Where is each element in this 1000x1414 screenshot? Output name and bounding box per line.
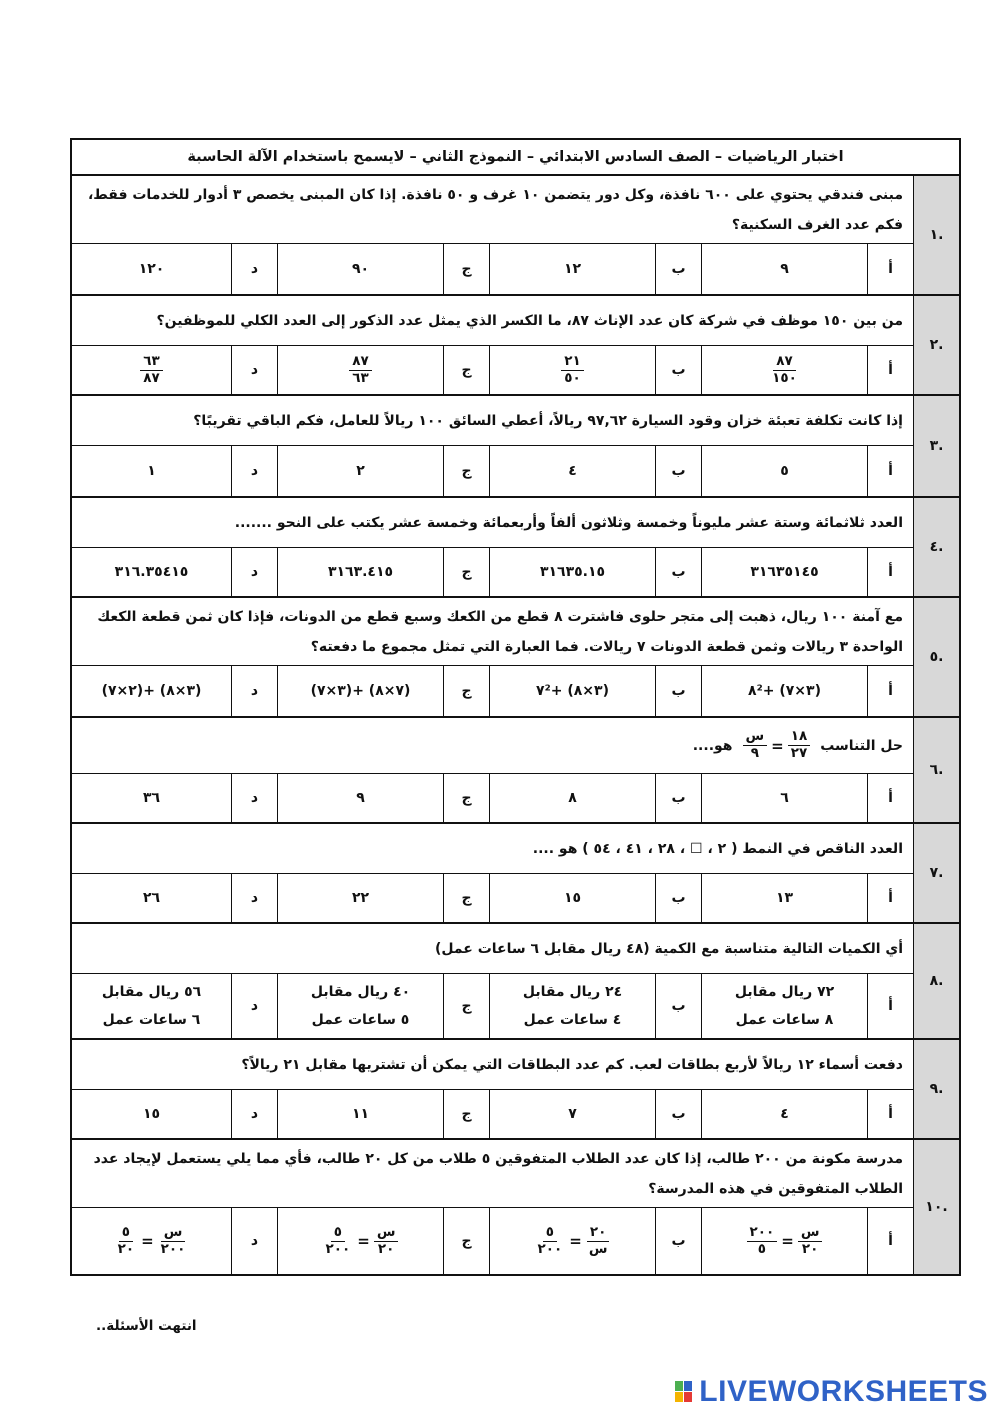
option-c[interactable]: ٢: [277, 446, 443, 496]
question-line: العدد الناقص في النمط ( ٢ ، ☐ ، ٢٨ ، ٤١ ، ٥٤ ) هو ....: [532, 840, 903, 857]
option-a[interactable]: ٤: [701, 1090, 867, 1138]
option-a[interactable]: ٥: [701, 446, 867, 496]
question-text: [72, 718, 913, 774]
proportion-equation: $\frac{\text{س}}{٩}$ = $\frac{١٨}{٢٧}$: [743, 729, 811, 761]
option-letter-d: د: [231, 774, 277, 822]
question-text: [72, 1040, 913, 1090]
option-letter-b: ب: [655, 244, 701, 294]
option-d[interactable]: ١٥: [142, 1106, 161, 1122]
option-letter-d: د: [231, 1208, 277, 1274]
question-number: .٨: [913, 924, 959, 1038]
option-d[interactable]: ٣١٦.٣٥٤١٥: [114, 564, 189, 580]
question-line: فكم عدد الغرف السكنية؟: [731, 216, 903, 233]
option-a[interactable]: ١٣: [701, 874, 867, 922]
option-letter-a: أ: [867, 548, 913, 596]
option-a[interactable]: $\frac{٢٠٠}{٥}$ = $\frac{\text{س}}{٢٠}$: [701, 1208, 867, 1274]
option-letter-a: أ: [867, 244, 913, 294]
option-a[interactable]: (٣×٧) +٨²: [701, 666, 867, 716]
question-1: [72, 176, 959, 296]
option-letter-c: ج: [443, 1208, 489, 1274]
question-line: الطلاب المتفوقين في هذه المدرسة؟: [648, 1180, 903, 1197]
option-b[interactable]: ٨: [489, 774, 655, 822]
question-line: مدرسة مكونة من ٢٠٠ طالب، إذا كان عدد الطلاب المتفوقين ٥ طلاب من كل ٢٠ طالب، فأي مما يلي يستعمل لإيجاد عدد: [93, 1150, 903, 1167]
option-letter-a: أ: [867, 774, 913, 822]
option-letter-a: أ: [867, 1208, 913, 1274]
option-c[interactable]: ١١: [277, 1090, 443, 1138]
question-line: أي الكميات التالية متناسبة مع الكمية (٤٨ ريال مقابل ٦ ساعات عمل): [435, 940, 903, 957]
question-5: [72, 598, 959, 718]
question-line: حل التناسب: [820, 737, 903, 754]
option-letter-c: ج: [443, 244, 489, 294]
option-b[interactable]: [489, 346, 655, 394]
question-line: العدد ثلاثمائة وستة عشر مليوناً وخمسة وثلاثون ألفاً وأربعمائة وخمسة عشر يكتب على النحو .......: [234, 514, 903, 531]
option-d[interactable]: ٣٦: [142, 790, 161, 806]
option-b[interactable]: $\frac{٥}{٢٠٠}$ = $\frac{٢٠}{\text{س}}$: [489, 1208, 655, 1274]
question-10: [72, 1140, 959, 1274]
option-letter-a: أ: [867, 446, 913, 496]
exam-sheet: [70, 138, 961, 1276]
option-c[interactable]: (٧×٨) +(٣×٧): [277, 666, 443, 716]
fraction: $\frac{٦٣}{٨٧}$: [140, 354, 162, 386]
question-number: .١: [913, 176, 959, 294]
option-letter-b: ب: [655, 874, 701, 922]
option-letter-d: د: [231, 974, 277, 1038]
option-letter-c: ج: [443, 548, 489, 596]
question-text: [72, 296, 913, 346]
question-text: [72, 924, 913, 974]
question-line: دفعت أسماء ١٢ ريالاً لأربع بطاقات لعب. كم عدد البطاقات التي يمكن أن تشتريها مقابل ٢١ ريالاً؟: [241, 1056, 903, 1073]
option-letter-a: أ: [867, 874, 913, 922]
option-a[interactable]: ٦: [701, 774, 867, 822]
liveworksheets-logo[interactable]: [675, 1372, 988, 1412]
option-letter-b: ب: [655, 548, 701, 596]
option-c[interactable]: ٢٢: [277, 874, 443, 922]
option-d[interactable]: ٥٦ ريال مقابل ٦ ساعات عمل: [101, 984, 202, 1028]
question-line: الواحدة ٣ ريالات وثمن قطعة الدونات ٧ ريالات. فما العبارة التي تمثل مجموع ما دفعته؟: [310, 638, 903, 655]
question-text: [72, 1140, 913, 1208]
option-b[interactable]: ٧: [489, 1090, 655, 1138]
option-b[interactable]: ٢٤ ريال مقابل ٤ ساعات عمل: [489, 974, 655, 1038]
fraction: $\frac{٢١}{٥٠}$: [561, 354, 583, 386]
option-a[interactable]: ٣١٦٣٥١٤٥: [701, 548, 867, 596]
option-letter-b: ب: [655, 1090, 701, 1138]
option-letter-c: ج: [443, 346, 489, 394]
question-line: إذا كانت تكلفة تعبئة خزان وقود السيارة ٩٧,٦٢ ريالاً، أعطي السائق ١٠٠ ريالاً للعامل، فكم الباقي تقريبًا؟: [193, 412, 903, 429]
option-letter-b: ب: [655, 1208, 701, 1274]
option-letter-c: ج: [443, 874, 489, 922]
option-a[interactable]: ٩: [701, 244, 867, 294]
question-number: .٥: [913, 598, 959, 716]
fraction: $\frac{٨٧}{١٥٠}$: [772, 352, 797, 386]
option-letter-b: ب: [655, 346, 701, 394]
option-a[interactable]: [701, 346, 867, 394]
option-letter-a: أ: [867, 974, 913, 1038]
question-number: .٤: [913, 498, 959, 596]
option-c[interactable]: $\frac{٥}{٢٠٠}$ = $\frac{\text{س}}{٢٠}$: [277, 1208, 443, 1274]
option-letter-a: أ: [867, 1090, 913, 1138]
option-b[interactable]: ٤: [489, 446, 655, 496]
question-number: .٦: [913, 718, 959, 822]
option-letter-d: د: [231, 874, 277, 922]
question-9: [72, 1040, 959, 1140]
option-b[interactable]: ١٥: [489, 874, 655, 922]
question-4: [72, 498, 959, 598]
question-number: .٩: [913, 1040, 959, 1138]
question-line: مع آمنة ١٠٠ ريال، ذهبت إلى متجر حلوى فاشترت ٨ قطع من الكعك وسبع قطع من الدونات، فإذا كان ثمن قطعة الكعك: [97, 608, 903, 625]
option-c[interactable]: ٤٠ ريال مقابل ٥ ساعات عمل: [277, 974, 443, 1038]
option-c[interactable]: ٣١٦٣.٤١٥: [277, 548, 443, 596]
question-line: مبنى فندقي يحتوي على ٦٠٠ نافذة، وكل دور يتضمن ١٠ غرف و ٥٠ نافذة. إذا كان المبنى يخصص ٣ أدوار للخدمات فقط،: [87, 186, 903, 203]
option-letter-c: ج: [443, 666, 489, 716]
option-b[interactable]: ٣١٦٣٥.١٥: [489, 548, 655, 596]
question-2: [72, 296, 959, 396]
question-text: [72, 176, 913, 244]
option-c[interactable]: ٩٠: [277, 244, 443, 294]
option-b[interactable]: ١٢: [489, 244, 655, 294]
option-d[interactable]: ٢٦: [142, 890, 161, 906]
option-letter-b: ب: [655, 774, 701, 822]
option-letter-c: ج: [443, 774, 489, 822]
option-letter-d: د: [231, 1090, 277, 1138]
option-d[interactable]: [72, 346, 231, 394]
option-letter-b: ب: [655, 446, 701, 496]
question-text: [72, 498, 913, 548]
option-letter-a: أ: [867, 666, 913, 716]
option-letter-b: ب: [655, 666, 701, 716]
option-c[interactable]: ٩: [277, 774, 443, 822]
question-number: .١٠: [913, 1140, 959, 1274]
option-letter-d: د: [231, 346, 277, 394]
question-6: [72, 718, 959, 824]
option-letter-d: د: [231, 666, 277, 716]
fraction: $\frac{٨٧}{٦٣}$: [349, 354, 371, 386]
end-of-questions-note: انتهت الأسئلة..: [96, 1318, 197, 1334]
option-c[interactable]: [277, 346, 443, 394]
question-text: [72, 396, 913, 446]
liveworksheets-icon: [675, 1381, 693, 1403]
option-letter-c: ج: [443, 446, 489, 496]
option-letter-c: ج: [443, 1090, 489, 1138]
exam-title: اختبار الرياضيات – الصف السادس الابتدائي – النموذج الثاني – لايسمح باستخدام الآلة الحاسبة: [72, 140, 959, 176]
option-letter-a: أ: [867, 346, 913, 394]
option-d[interactable]: ١٢٠: [138, 261, 165, 277]
option-a[interactable]: ٧٢ ريال مقابل ٨ ساعات عمل: [701, 974, 867, 1038]
question-8: [72, 924, 959, 1040]
question-number: .٢: [913, 296, 959, 394]
logo-text: LIVEWORKSHEETS: [699, 1375, 988, 1408]
question-3: [72, 396, 959, 498]
option-d[interactable]: $\frac{٥}{٢٠}$ = $\frac{\text{س}}{٢٠٠}$: [117, 1223, 186, 1257]
option-letter-d: د: [231, 244, 277, 294]
option-d[interactable]: ١: [147, 463, 156, 479]
question-line: هو....: [692, 737, 733, 754]
option-letter-d: د: [231, 548, 277, 596]
question-7: [72, 824, 959, 924]
question-text: [72, 598, 913, 666]
option-letter-c: ج: [443, 974, 489, 1038]
question-number: .٧: [913, 824, 959, 922]
question-number: .٣: [913, 396, 959, 496]
option-letter-b: ب: [655, 974, 701, 1038]
option-d[interactable]: (٣×٨) +(٢×٧): [101, 683, 202, 699]
option-b[interactable]: (٣×٨) +٧²: [489, 666, 655, 716]
option-letter-d: د: [231, 446, 277, 496]
question-text: [72, 824, 913, 874]
question-line: من بين ١٥٠ موظف في شركة كان عدد الإناث ٨٧، ما الكسر الذي يمثل عدد الذكور إلى العدد الكلي للموظفين؟: [156, 312, 903, 329]
